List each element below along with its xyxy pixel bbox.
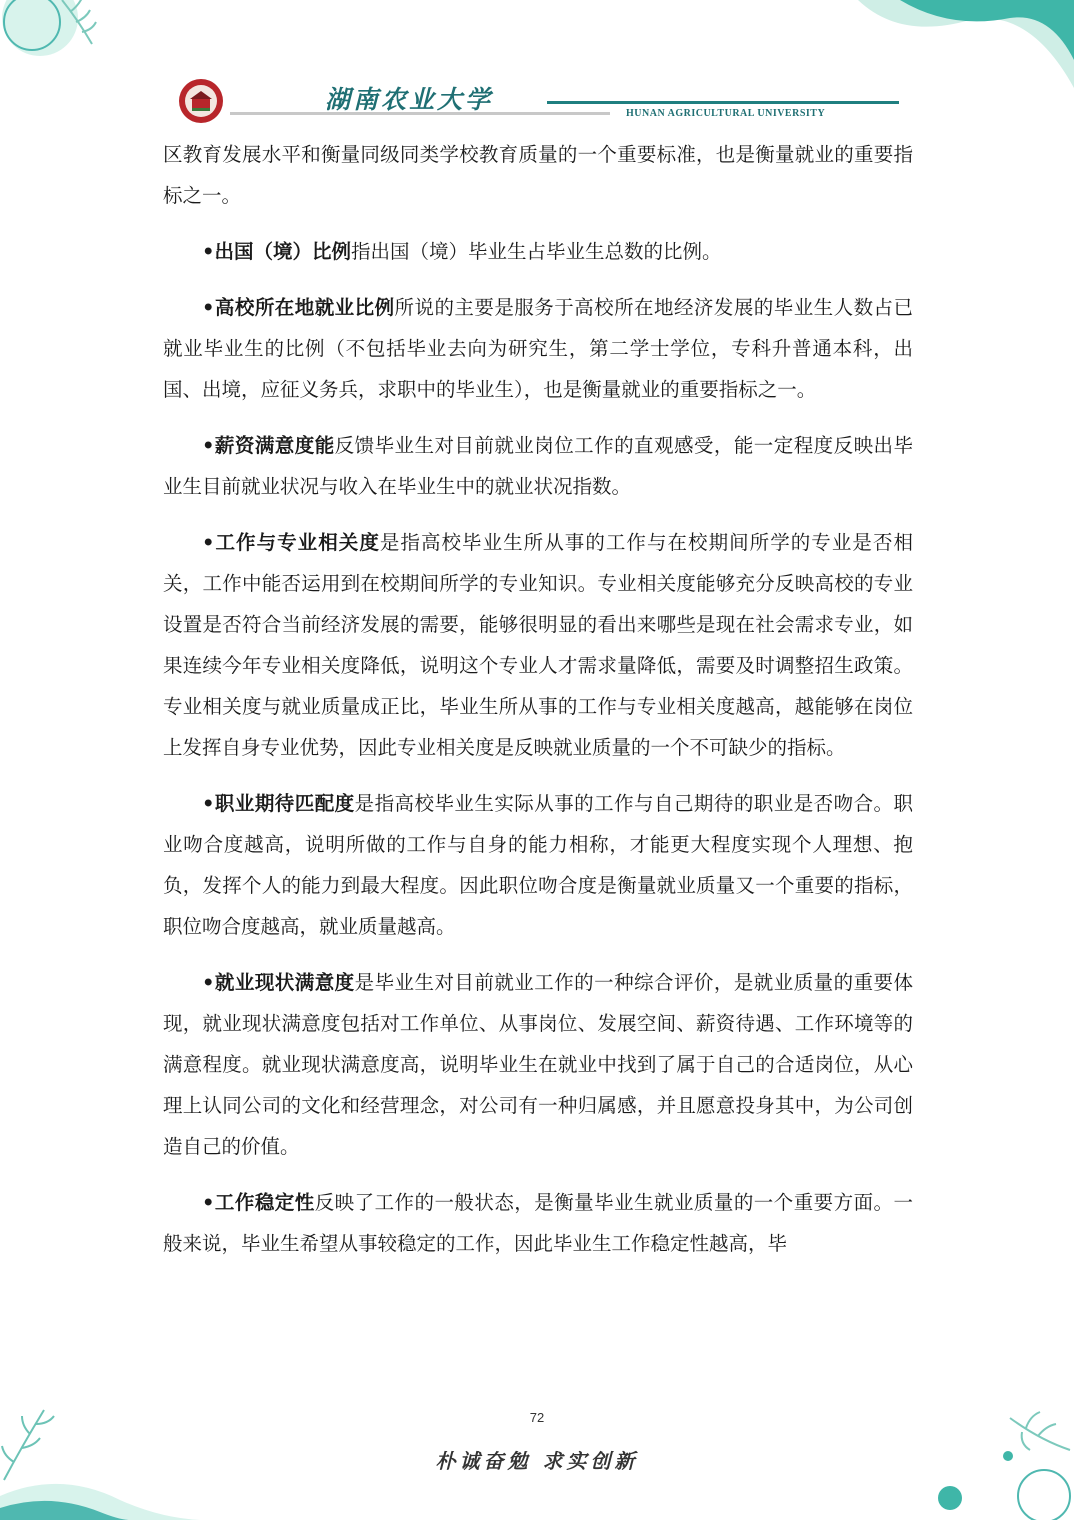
term-description: 是指高校毕业生所从事的工作与在校期间所学的专业是否相关，工作中能否运用到在校期间所学的专业知识。专业相关度能够充分反映高校的专业设置是否符合当前经济发展的需要，能够很明显的看出来哪些是现在社会需求专业，如果连续今年专业相关度降低，说明这个专业人才需求量降低，需要及时调整招生政策。专业相关度与就业质量成正比，毕业生所从事的工作与专业相关度越高，越能够在岗位上发挥自身专业优势，因此专业相关度是反映就业质量的一个不可缺少的指标。 — [163, 531, 913, 759]
top-left-decoration — [0, 0, 120, 70]
term-description: 是毕业生对目前就业工作的一种综合评价，是就业质量的重要体现，就业现状满意度包括对工作单位、从事岗位、发展空间、薪资待遇、工作环境等的满意程度。就业现状满意度高，说明毕业生在就业中找到了属于自己的合适岗位，从心理上认同公司的文化和经营理念，对公司有一种归属感，并且愿意投身其中，为公司创造自己的价值。 — [163, 971, 913, 1158]
term-heading: •高校所在地就业比例 — [202, 296, 395, 319]
term-heading: •薪资满意度能 — [202, 434, 335, 457]
university-seal-icon — [178, 78, 224, 124]
term-heading: •就业现状满意度 — [202, 971, 355, 994]
term-heading: •出国（境）比例 — [202, 240, 351, 263]
document-body — [163, 134, 913, 1279]
term-heading: •工作稳定性 — [202, 1191, 315, 1214]
paragraph-local-employment-ratio — [163, 287, 913, 410]
term-heading: •职业期待匹配度 — [202, 792, 355, 815]
term-heading: •工作与专业相关度 — [202, 531, 380, 554]
page-number: 72 — [529, 1410, 545, 1425]
paragraph-continuation: 区教育发展水平和衡量同级同类学校教育质量的一个重要标准，也是衡量就业的重要指标之一。 — [163, 143, 913, 207]
term-description: 反馈毕业生对目前就业岗位工作的直观感受，能一定程度反映出毕业生目前就业状况与收入在毕业生中的就业状况指数。 — [163, 434, 913, 498]
paragraph-major-relevance — [163, 522, 913, 768]
term-description: 反映了工作的一般状态，是衡量毕业生就业质量的一个重要方面。一般来说，毕业生希望从事较稳定的工作，因此毕业生工作稳定性越高，毕 — [163, 1191, 913, 1255]
paragraph-salary-satisfaction — [163, 425, 913, 507]
header-rule-teal — [547, 101, 899, 104]
paragraph-employment-satisfaction — [163, 962, 913, 1167]
paragraph-career-expectation-match — [163, 783, 913, 947]
paragraph-job-stability — [163, 1182, 913, 1264]
university-name-cn: 湖南农业大学 — [325, 85, 494, 114]
term-description: 是指高校毕业生实际从事的工作与自己期待的职业是否吻合。职业吻合度越高，说明所做的工作与自身的能力相称，才能更大程度实现个人理想、抱负，发挥个人的能力到最大程度。因此职位吻合度是衡量就业质量又一个重要的指标，职位吻合度越高，就业质量越高。 — [163, 792, 913, 938]
term-description: 所说的主要是服务于高校所在地经济发展的毕业生人数占已就业毕业生的比例（不包括毕业去向为研究生，第二学士学位，专科升普通本科，出国、出境，应征义务兵，求职中的毕业生），也是衡量就业的重要指标之一。 — [163, 296, 913, 401]
paragraph-outbound-ratio — [163, 231, 913, 272]
footer-motto: 朴诚奋勉 求实创新 — [435, 1449, 639, 1473]
top-right-wave-decoration — [840, 0, 1074, 90]
term-description: 指出国（境）毕业生占毕业生总数的比例。 — [350, 240, 722, 263]
university-name-en: HUNAN AGRICULTURAL UNIVERSITY — [626, 108, 826, 119]
